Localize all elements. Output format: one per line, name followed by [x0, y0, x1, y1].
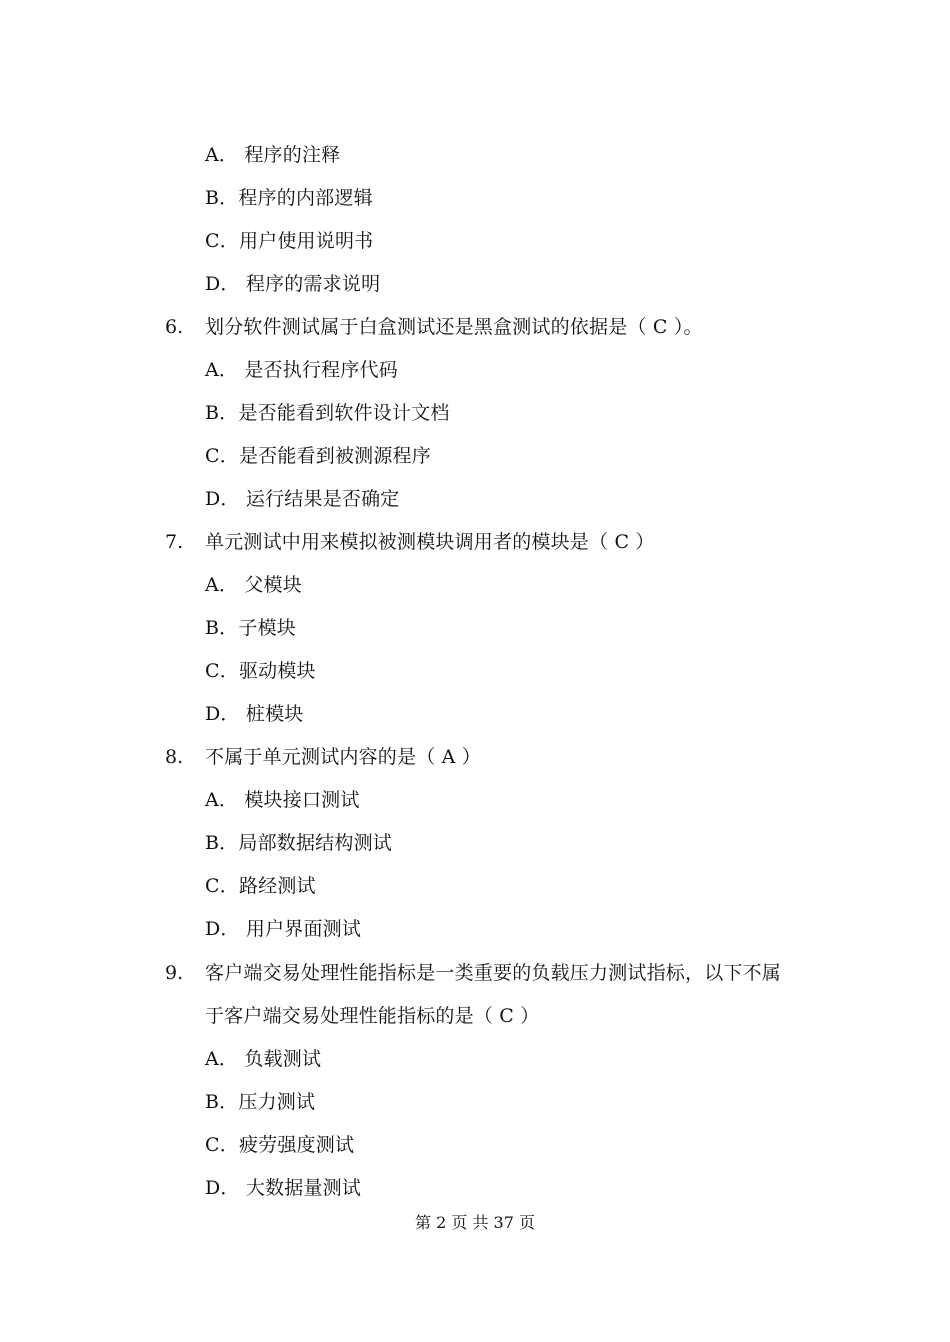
- option-line: B．是否能看到软件设计文档: [205, 402, 450, 424]
- question-number: 9.: [165, 962, 184, 984]
- option-line: D． 运行结果是否确定: [205, 488, 400, 510]
- question-text-continuation: 于客户端交易处理性能指标的是（ C ）: [205, 1005, 540, 1027]
- question-number: 8.: [165, 746, 184, 768]
- option-line: B．程序的内部逻辑: [205, 187, 373, 209]
- question-number: 7.: [165, 531, 184, 553]
- option-line: B．压力测试: [205, 1091, 316, 1113]
- question-text: 单元测试中用来模拟被测模块调用者的模块是（ C ）: [205, 531, 655, 553]
- option-line: D． 桩模块: [205, 703, 304, 725]
- option-line: C．驱动模块: [205, 660, 316, 682]
- option-line: A． 负载测试: [205, 1048, 322, 1070]
- option-line: A． 程序的注释: [205, 144, 341, 166]
- option-line: A． 是否执行程序代码: [205, 359, 398, 381]
- option-line: B．局部数据结构测试: [205, 832, 392, 854]
- option-line: D． 大数据量测试: [205, 1177, 362, 1199]
- option-line: C．是否能看到被测源程序: [205, 445, 431, 467]
- question-text: 客户端交易处理性能指标是一类重要的负载压力测试指标，以下不属: [205, 962, 782, 984]
- option-line: A． 模块接口测试: [205, 789, 360, 811]
- page-footer: 第 2 页 共 37 页: [415, 1213, 535, 1232]
- question-text: 不属于单元测试内容的是（ A ）: [205, 746, 482, 768]
- option-line: D． 用户界面测试: [205, 918, 362, 940]
- option-line: A． 父模块: [205, 574, 302, 596]
- option-line: C．疲劳强度测试: [205, 1134, 355, 1156]
- option-line: C．用户使用说明书: [205, 230, 374, 252]
- question-number: 6.: [165, 316, 184, 338]
- question-text: 划分软件测试属于白盒测试还是黑盒测试的依据是（ C ）。: [205, 316, 703, 338]
- option-line: C．路经测试: [205, 875, 316, 897]
- option-line: D． 程序的需求说明: [205, 273, 381, 295]
- option-line: B．子模块: [205, 617, 296, 639]
